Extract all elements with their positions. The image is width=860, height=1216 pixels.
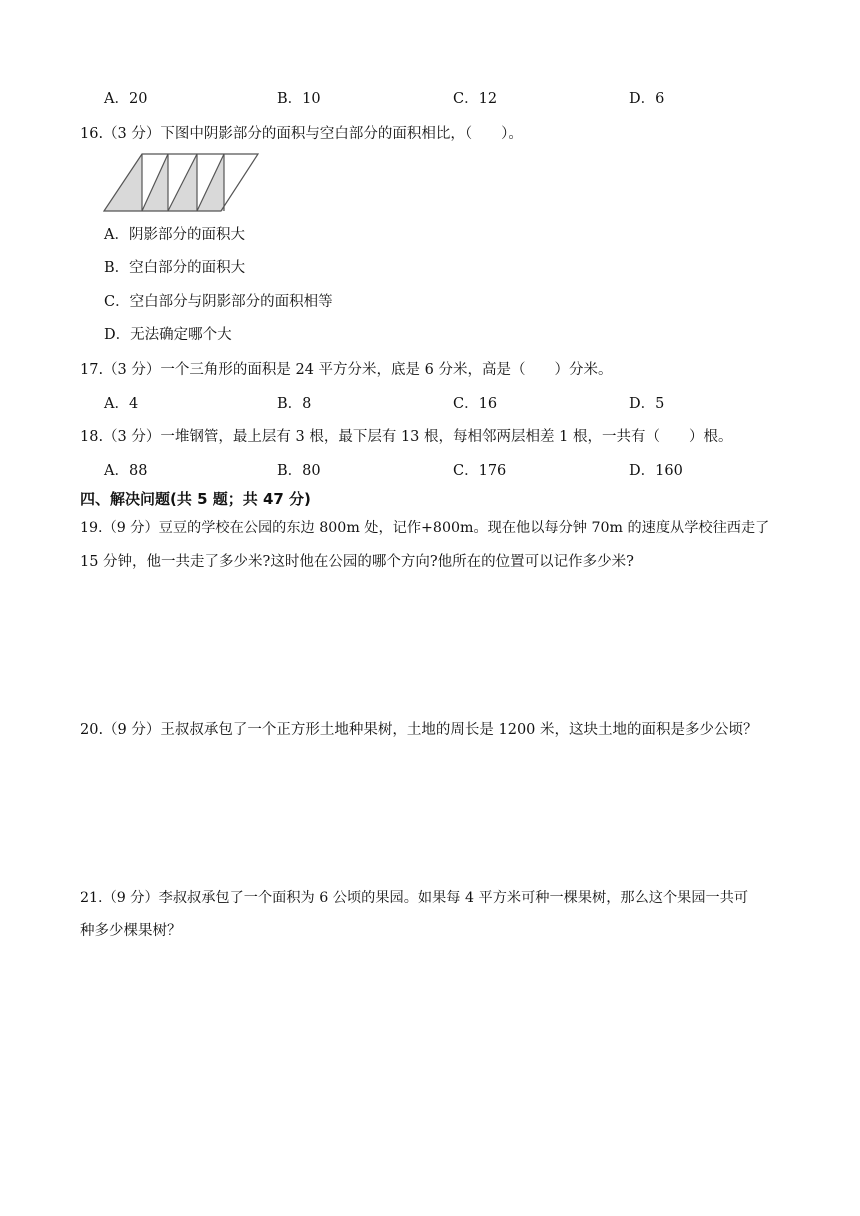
q16-option-d[interactable]: D．无法确定哪个大	[104, 327, 232, 343]
q21-line-2: 种多少棵果树？	[80, 923, 182, 939]
q18-option-c[interactable]: C．176	[453, 463, 507, 479]
q17-option-b[interactable]: B．8	[277, 396, 312, 412]
q16-option-c[interactable]: C．空白部分与阴影部分的面积相等	[104, 294, 333, 310]
q18-option-d[interactable]: D．160	[629, 463, 683, 479]
q16-option-b[interactable]: B．空白部分的面积大	[104, 260, 246, 276]
q21-line-1: 21.（9 分）李叔叔承包了一个面积为 6 公顷的果园。如果每 4 平方米可种一棵果树，那么这个果园一共可	[80, 890, 749, 906]
q19-line-2: 15 分钟，他一共走了多少米?这时他在公园的哪个方向?他所在的位置可以记作多少米?	[80, 554, 634, 570]
q16-parallelogram-figure	[102, 152, 262, 214]
q16-option-a[interactable]: A．阴影部分的面积大	[104, 227, 245, 243]
q17-option-c[interactable]: C．16	[453, 396, 498, 412]
q15-option-c[interactable]: C．12	[453, 91, 498, 107]
q16-stem: 16.（3 分）下图中阴影部分的面积与空白部分的面积相比，（ ）。	[80, 126, 523, 142]
q17-stem: 17.（3 分）一个三角形的面积是 24 平方分米，底是 6 分米，高是（ ）分米。	[80, 362, 613, 378]
q18-option-b[interactable]: B．80	[277, 463, 321, 479]
q15-option-a[interactable]: A．20	[104, 91, 148, 107]
q18-stem: 18.（3 分）一堆钢管，最上层有 3 根，最下层有 13 根，每相邻两层相差 1 根，一共有（ ）根。	[80, 429, 733, 445]
q17-option-a[interactable]: A．4	[104, 396, 139, 412]
section-4-heading: 四、解决问题(共 5 题；共 47 分)	[80, 490, 311, 508]
q15-option-b[interactable]: B．10	[277, 91, 321, 107]
q15-option-d[interactable]: D．6	[629, 91, 665, 107]
q18-option-a[interactable]: A．88	[104, 463, 148, 479]
q17-option-d[interactable]: D．5	[629, 396, 665, 412]
q20-stem: 20.（9 分）王叔叔承包了一个正方形土地种果树，土地的周长是 1200 米，这块土地的面积是多少公顷？	[80, 722, 758, 738]
q19-line-1: 19.（9 分）豆豆的学校在公园的东边 800m 处，记作+800m。现在他以每分钟 70m 的速度从学校往西走了	[80, 520, 770, 536]
